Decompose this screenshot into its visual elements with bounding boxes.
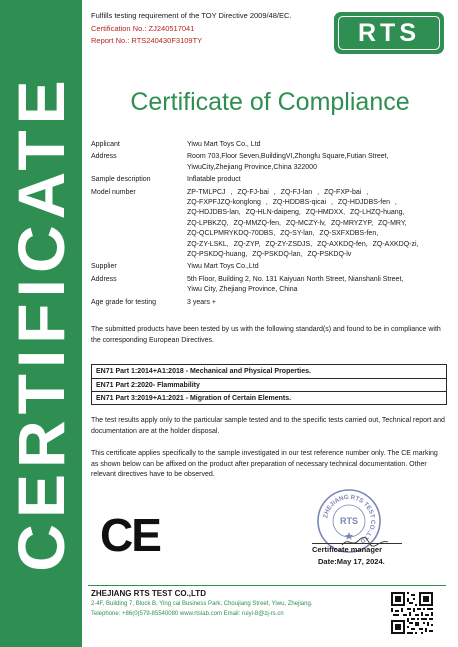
age-row: [91, 298, 447, 308]
model-line: ZQ-HDJDBS-lan, ZQ-HLN-daipeng, ZQ-HMDXX, ZQ-LHZQ-huang,: [187, 209, 405, 217]
footer-contact: Telephone: +86(0)579-85540080 www.rtslab.com Email: ruiyi-8@zj-rs.cn: [91, 611, 284, 617]
sidebar-word: CERTIFICATE: [4, 74, 78, 572]
model-line: ZQ-PSKDQ-huang, ZQ-PSKDQ-lan, ZQ-PSKDQ-lv: [187, 251, 352, 259]
supplier-address-label: Address: [91, 275, 117, 283]
test-results-note: The test results apply only to the particular sample tested and to the specific tests carried out, Technical report and documentation are at the holder disposal.: [91, 417, 445, 435]
address-line: Room 703,Floor Seven,BuildingVI,Zhongfu Square,Futian Street,: [187, 153, 389, 161]
footer-divider: [88, 585, 446, 586]
supplier-address-value: [187, 275, 447, 296]
rts-logo: [334, 12, 444, 54]
supplier-address-line: Yiwu City, Zhejiang Province, China: [187, 286, 298, 294]
supplier-address-line: 5th Floor, Building 2, No. 131 Kaiyuan North Street, Nianshanli Street,: [187, 275, 404, 283]
applicant-row: [91, 140, 447, 150]
qr-code-icon: [391, 592, 433, 634]
compliance-statement: The submitted products have been tested by us with the following standard(s) and found to be in compliance with the corresponding European Directives.: [91, 326, 441, 344]
supplier-label: Supplier: [91, 263, 117, 271]
ce-marking-note: This certificate applies specifically to the sample investigated in our test reference number only. The CE marking as shown below can be affixed on the product after preparation of necessary technical documentation. Other relevant directives have to be observed.: [91, 450, 438, 478]
standard-item: EN71 Part 1:2014+A1:2018 - Mechanical and Physical Properties.: [96, 368, 311, 375]
sample-label: Sample description: [91, 176, 151, 184]
address-row: [91, 152, 447, 173]
certificate-sidebar: [0, 0, 82, 647]
stamp-center-text: RTS: [340, 516, 358, 526]
certificate-details: [91, 140, 447, 310]
age-value: 3 years +: [187, 298, 216, 306]
standards-box: [91, 364, 447, 405]
model-list: [187, 188, 447, 261]
qr-code: [391, 592, 433, 634]
signature-line: [312, 543, 402, 544]
footer-company: ZHEJIANG RTS TEST CO.,LTD: [91, 589, 206, 598]
standard-item: EN71 Part 2:2020- Flammability: [92, 378, 446, 391]
model-label: Model number: [91, 188, 136, 196]
certification-number: Certification No.: ZJ240517041: [91, 23, 195, 33]
age-label: Age grade for testing: [91, 298, 156, 306]
address-line: YiwuCity,Zhejiang Province,China 322000: [187, 163, 317, 171]
footer-address: 2-4F, Building 7, Block B, Ying cai Business Park, Choujiang Street, Yiwu, Zhejiang.: [91, 601, 313, 607]
address-value: [187, 152, 447, 173]
model-row: [91, 188, 447, 261]
document-title: Certificate of Compliance: [130, 88, 410, 116]
applicant-label: Applicant: [91, 141, 120, 148]
supplier-address-row: [91, 275, 447, 296]
standard-item: EN71 Part 3:2019+A1:2021 - Migration of Certain Elements.: [92, 391, 446, 404]
ce-mark: CE: [100, 509, 160, 561]
header-lines: [91, 10, 292, 48]
model-line: ZQ-LPBKZQ, ZQ-MMZQ-fen, ZQ-MCZY-lv, ZQ-MRYZYP, ZQ-MRY,: [187, 219, 407, 227]
model-line: ZQ-FXPFJZQ-konglong , ZQ-HDDBS-qicai , ZQ-HDJDBS-fen ,: [187, 199, 397, 207]
applicant-value: Yiwu Mart Toys Co., Ltd: [187, 141, 261, 148]
signer-title: Certificate manager: [312, 545, 383, 554]
model-line: ZQ-ZY-LSKL, ZQ-ZYP, ZQ-ZY-ZSDJS, ZQ-AXKDQ-fen, ZQ-AXKDQ-zi,: [187, 240, 419, 248]
supplier-value: Yiwu Mart Toys Co.,Ltd: [187, 263, 259, 271]
issue-date: Date:May 17, 2024.: [318, 557, 385, 566]
model-line: ZP-TMLPCJ , ZQ-FJ-bai , ZQ-FJ-lan , ZQ-FXP-bai ,: [187, 188, 369, 196]
sample-row: [91, 175, 447, 185]
supplier-row: [91, 262, 447, 272]
stamp-ring-text: ZHEJIANG RTS TEST CO.,LTD: [322, 493, 377, 545]
rts-logo-text: RTS: [338, 16, 440, 50]
report-number: Report No.: RTS240430F3109TY: [91, 36, 203, 45]
sample-value: Inflatable product: [187, 176, 241, 184]
address-label: Address: [91, 153, 117, 161]
directive-line: Fulfills testing requirement of the TOY Directive 2009/48/EC.: [91, 11, 292, 20]
model-line: ZQ-QCLPMRYKDQ-70DBS, ZQ-SY-lan, ZQ-SXFXDBS-fen,: [187, 230, 379, 238]
